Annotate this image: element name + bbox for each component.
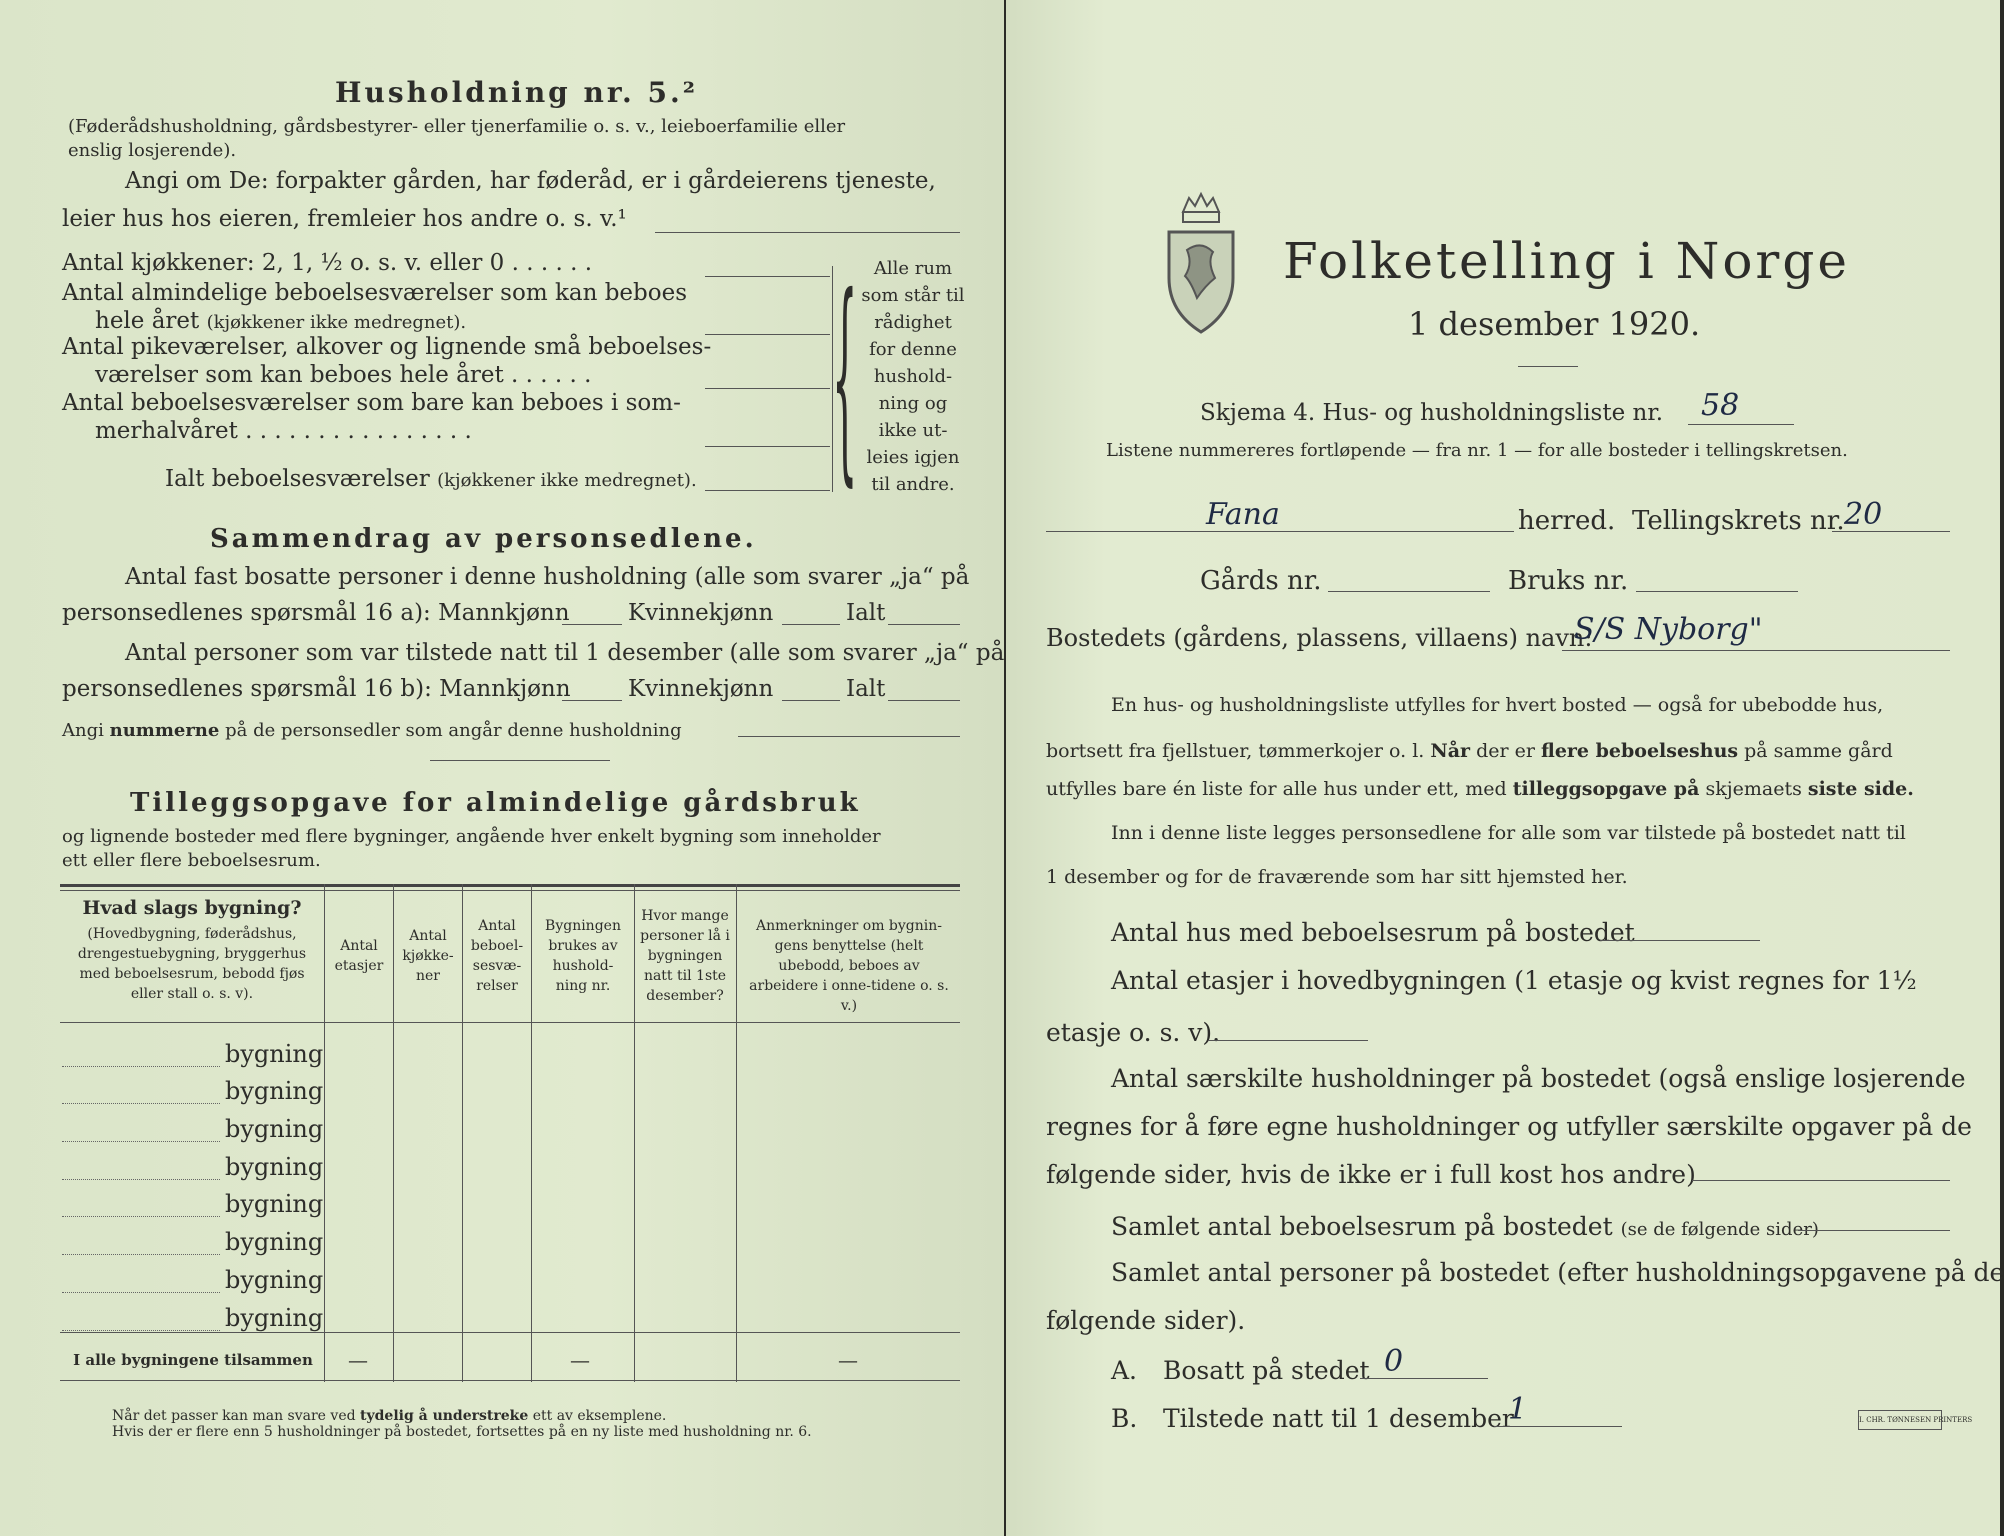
household-subtitle-2: enslig losjerende). bbox=[68, 140, 237, 161]
table-top-rule-2 bbox=[60, 890, 960, 891]
table-row: bygning bbox=[225, 1266, 324, 1294]
bruks-label: Bruks nr. bbox=[1508, 566, 1629, 596]
table-bottom-rule bbox=[60, 1380, 960, 1381]
footnote-1: Når det passer kan man svare ved tydelig å understreke ett av eksemplene. bbox=[112, 1408, 667, 1424]
q-households-line-2: regnes for å føre egne husholdninger og utfyller særskilte opgaver på de bbox=[1046, 1112, 1972, 1141]
male-16b-line bbox=[562, 700, 622, 701]
total-16b-line bbox=[888, 700, 960, 701]
q-households-answer-line bbox=[1692, 1180, 1950, 1181]
kitchens-answer-line bbox=[705, 276, 830, 277]
q-households-line-1: Antal særskilte husholdninger på bostedet (også enslige losjerende bbox=[1111, 1064, 1966, 1093]
instruction-1-line-2: bortsett fra fjellstuer, tømmerkojer o. l. Når der er flere beboelseshus på samme gård bbox=[1046, 740, 1893, 762]
extra-line-2: ett eller flere beboelsesrum. bbox=[62, 850, 321, 871]
summary-line-5: Angi nummerne på de personsedler som angår denne husholdning bbox=[62, 720, 682, 741]
table-row: bygning bbox=[225, 1115, 324, 1143]
table-row bbox=[62, 1254, 220, 1255]
summary-line-2: personsedlenes spørsmål 16 a): Mannkjønn bbox=[62, 600, 570, 626]
table-header-rule bbox=[60, 1022, 960, 1023]
instruction-2-line-1: Inn i denne liste legges personsedlene for alle som var tilstede på bostedet natt til bbox=[1111, 822, 1906, 844]
table-col-rule bbox=[393, 884, 394, 1382]
table-top-rule bbox=[60, 884, 960, 887]
table-total-rule bbox=[60, 1332, 960, 1333]
angi-answer-line bbox=[655, 232, 960, 233]
gards-line bbox=[1328, 591, 1490, 592]
side-note: Alle rum som står til rådighet for denne hushold- ning og ikke ut- leies igjen til andre. bbox=[861, 258, 965, 495]
table-row bbox=[62, 1141, 220, 1142]
col-floors-header: Antal etasjer bbox=[334, 938, 384, 974]
numbers-answer-line bbox=[738, 736, 960, 737]
total-row-label: I alle bygningene tilsammen bbox=[73, 1351, 313, 1369]
q-resident-value: 0 bbox=[1384, 1344, 1404, 1379]
summer-rooms-answer-line bbox=[705, 446, 830, 447]
total-16a-line bbox=[888, 624, 960, 625]
form-title: Folketelling i Norge bbox=[1283, 232, 1850, 290]
section-divider bbox=[430, 760, 610, 761]
numbering-note: Listene nummereres fortløpende — fra nr. 1 — for alle bosteder i tellingskretsen. bbox=[1106, 440, 1848, 461]
q-persons-line-2: følgende sider). bbox=[1046, 1306, 1246, 1335]
q-present: Tilstede natt til 1 desember bbox=[1163, 1404, 1514, 1433]
table-row bbox=[62, 1216, 220, 1217]
summary-line-3: Antal personer som var tilstede natt til 1 desember (alle som svarer „ja“ på bbox=[125, 640, 1005, 666]
q-rooms-line bbox=[1798, 1230, 1950, 1231]
census-date: 1 desember 1920. bbox=[1408, 305, 1701, 343]
q-households-line-3: følgende sider, hvis de ikke er i full kost hos andre) bbox=[1046, 1160, 1696, 1189]
household-title: Husholdning nr. 5.² bbox=[335, 76, 699, 109]
col-household-header: Bygningen brukes av hushold-ning nr. bbox=[545, 918, 621, 994]
col-building-type-sub: (Hovedbygning, føderådshus, drengestuebygning, bryggerhus med beboelsesrum, bebodd fjøs eller stall o. s. v). bbox=[77, 926, 307, 1002]
bostedets-line bbox=[1562, 650, 1950, 651]
q-houses-line bbox=[1600, 940, 1760, 941]
q-present-label: B. bbox=[1111, 1404, 1138, 1433]
tellingskrets-line bbox=[1832, 531, 1950, 532]
q-resident: Bosatt på stedet bbox=[1163, 1356, 1370, 1385]
angi-line-1: Angi om De: forpakter gården, har føderåd, er i gårdeierens tjeneste, bbox=[125, 168, 936, 194]
kitchens-line-6: Antal beboelsesværelser som bare kan beboes i som- bbox=[62, 390, 681, 416]
col-remarks-header: Anmerkninger om bygnin-gens benyttelse (helt ubebodd, beboes av arbeidere i onne-tidene o. s. v.) bbox=[749, 918, 949, 1014]
brace-icon: { bbox=[832, 255, 858, 508]
col-persons-header: Hvor mange personer lå i bygningen natt til 1ste desember? bbox=[640, 908, 730, 1004]
kitchens-line-7: merhalvåret . . . . . . . . . . . . . . . . bbox=[95, 418, 472, 444]
printer-stamp: I. CHR. TØNNESEN PRINTERS bbox=[1858, 1410, 1942, 1430]
herred-value: Fana bbox=[1206, 497, 1280, 532]
bostedets-label: Bostedets (gårdens, plassens, villaens) navn: bbox=[1046, 624, 1593, 652]
col-building-type-header: Hvad slags bygning? bbox=[82, 897, 302, 919]
total-rooms-line: Ialt beboelsesværelser (kjøkkener ikke medregnet). bbox=[165, 466, 697, 492]
male-16a-line bbox=[562, 624, 622, 625]
female-16a-line bbox=[782, 624, 840, 625]
table-row bbox=[62, 1292, 220, 1293]
female-16b-label: Kvinnekjønn bbox=[628, 676, 774, 702]
table-row bbox=[62, 1066, 220, 1067]
summary-line-1: Antal fast bosatte personer i denne husholdning (alle som svarer „ja“ på bbox=[125, 564, 970, 590]
list-number-value: 58 bbox=[1701, 388, 1740, 423]
q-floors-line-2: etasje o. s. v). bbox=[1046, 1018, 1221, 1047]
table-col-rule bbox=[324, 884, 325, 1382]
q-resident-line bbox=[1360, 1378, 1488, 1379]
bruks-line bbox=[1636, 591, 1798, 592]
table-row: bygning bbox=[225, 1077, 324, 1105]
col-kitchens-header: Antal kjøkke-ner bbox=[402, 928, 454, 984]
angi-line-2: leier hus hos eieren, fremleier hos andre o. s. v.¹ bbox=[62, 206, 627, 232]
table-col-rule bbox=[634, 884, 635, 1382]
q-floors-line-1: Antal etasjer i hovedbygningen (1 etasje og kvist regnes for 1½ bbox=[1111, 966, 1917, 995]
summary-title: Sammendrag av personsedlene. bbox=[210, 524, 757, 554]
q-present-line bbox=[1494, 1426, 1622, 1427]
table-row: bygning bbox=[225, 1153, 324, 1181]
q-floors-line bbox=[1208, 1040, 1368, 1041]
table-row bbox=[62, 1179, 220, 1180]
side-note-rule bbox=[832, 266, 833, 492]
total-remarks-dash: — bbox=[838, 1348, 858, 1372]
kitchens-line-1: Antal kjøkkener: 2, 1, ½ o. s. v. eller 0 . . . . . . bbox=[62, 250, 593, 276]
q-present-value: 1 bbox=[1508, 1392, 1528, 1427]
title-divider bbox=[1518, 366, 1578, 367]
extra-title: Tilleggsopgave for almindelige gårdsbruk bbox=[130, 788, 861, 818]
tellingskrets-label: Tellingskrets nr. bbox=[1632, 506, 1845, 536]
female-16b-line bbox=[782, 700, 840, 701]
col-rooms-header: Antal beboel-sesvæ-relser bbox=[470, 918, 524, 994]
rooms-answer-line bbox=[705, 334, 830, 335]
kitchens-line-2: Antal almindelige beboelsesværelser som kan beboes bbox=[62, 280, 688, 306]
household-subtitle-1: (Føderådshusholdning, gårdsbestyrer- eller tjenerfamilie o. s. v., leieboerfamilie eller bbox=[68, 116, 846, 137]
tellingskrets-value: 20 bbox=[1844, 497, 1883, 532]
total-floors-dash: — bbox=[348, 1348, 368, 1372]
table-row bbox=[62, 1103, 220, 1104]
table-row: bygning bbox=[225, 1190, 324, 1218]
q-houses: Antal hus med beboelsesrum på bostedet bbox=[1111, 918, 1635, 947]
bostedets-value: S/S Nyborg" bbox=[1574, 612, 1763, 647]
table-row: bygning bbox=[225, 1228, 324, 1256]
herred-label: herred. bbox=[1518, 506, 1616, 536]
footnote-2: Hvis der er flere enn 5 husholdninger på bostedet, fortsettes på en ny liste med husholdning nr. 6. bbox=[112, 1424, 812, 1440]
female-16a-label: Kvinnekjønn bbox=[628, 600, 774, 626]
instruction-1-line-1: En hus- og husholdningsliste utfylles for hvert bosted — også for ubebodde hus, bbox=[1111, 694, 1884, 716]
total-16a-label: Ialt bbox=[846, 600, 886, 626]
q-rooms: Samlet antal beboelsesrum på bostedet (se de følgende sider) bbox=[1111, 1212, 1819, 1241]
building-table bbox=[60, 884, 960, 1382]
table-col-rule bbox=[462, 884, 463, 1382]
extra-line-1: og lignende bosteder med flere bygninger, angående hver enkelt bygning som inneholder bbox=[62, 826, 881, 847]
summary-line-4: personsedlenes spørsmål 16 b): Mannkjønn bbox=[62, 676, 571, 702]
coat-of-arms-icon bbox=[1161, 190, 1241, 344]
total-household-dash: — bbox=[570, 1348, 590, 1372]
total-16b-label: Ialt bbox=[846, 676, 886, 702]
table-row: bygning bbox=[225, 1040, 324, 1068]
gards-label: Gårds nr. bbox=[1200, 566, 1322, 596]
table-col-rule bbox=[531, 884, 532, 1382]
table-row bbox=[62, 1330, 220, 1331]
q-persons-line-1: Samlet antal personer på bostedet (efter husholdningsopgavene på de bbox=[1111, 1258, 2004, 1287]
instruction-1-line-3: utfylles bare én liste for alle hus under ett, med tilleggsopgave på skjemaets siste side. bbox=[1046, 778, 1914, 800]
herred-line bbox=[1046, 531, 1514, 532]
q-resident-label: A. bbox=[1111, 1356, 1138, 1385]
list-number-line bbox=[1688, 424, 1794, 425]
schema-label: Skjema 4. Hus- og husholdningsliste nr. bbox=[1200, 400, 1664, 426]
instruction-2-line-2: 1 desember og for de fraværende som har sitt hjemsted her. bbox=[1046, 866, 1628, 888]
table-row: bygning bbox=[225, 1304, 324, 1332]
total-rooms-answer-line bbox=[705, 490, 830, 491]
small-rooms-answer-line bbox=[705, 388, 830, 389]
right-page bbox=[1006, 0, 2004, 1536]
kitchens-line-5: værelser som kan beboes hele året . . . . . . bbox=[95, 362, 592, 388]
kitchens-line-3: hele året (kjøkkener ikke medregnet). bbox=[95, 308, 467, 334]
table-col-rule bbox=[736, 884, 737, 1382]
kitchens-line-4: Antal pikeværelser, alkover og lignende små beboelses- bbox=[62, 334, 712, 360]
